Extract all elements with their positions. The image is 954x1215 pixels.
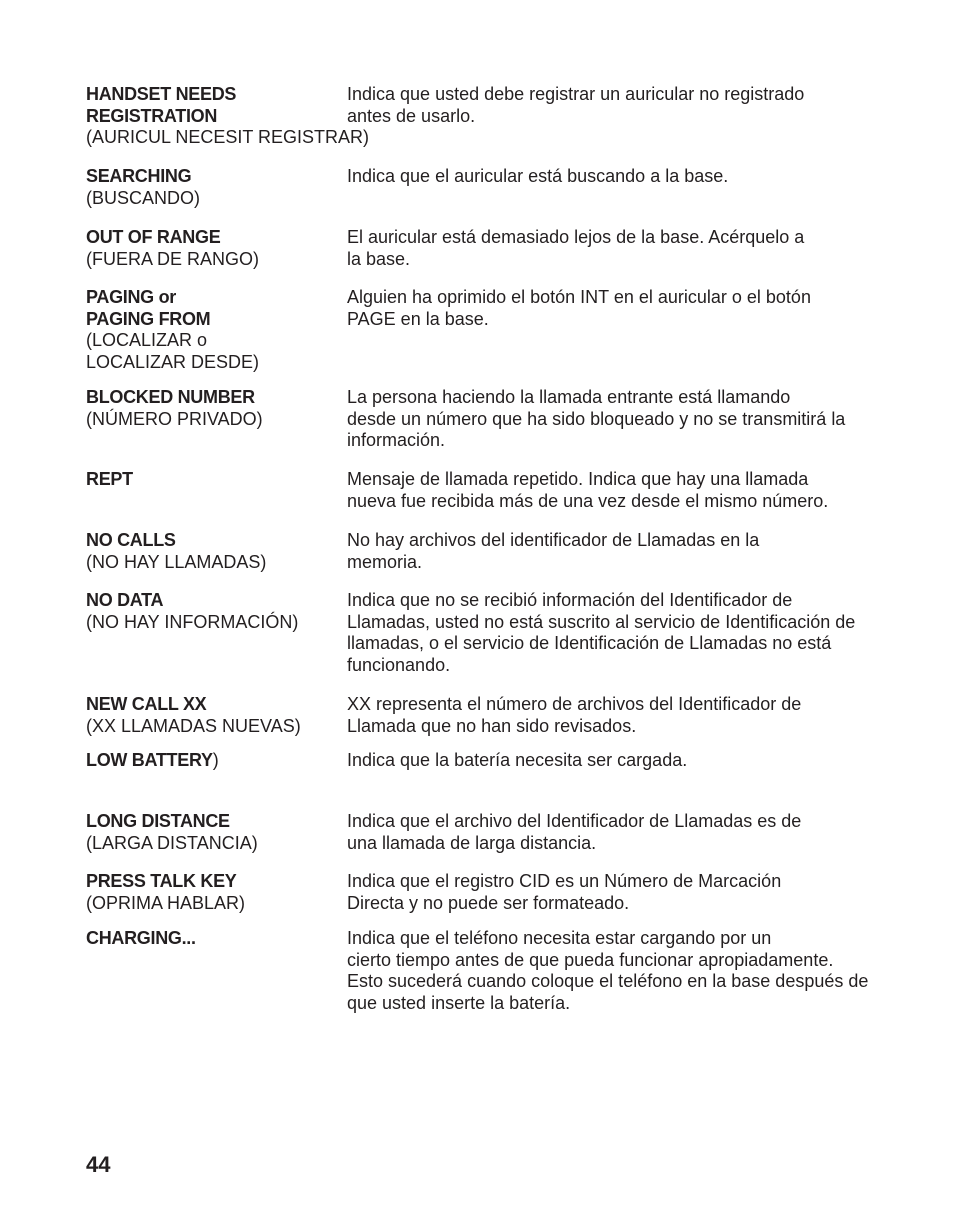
description-line: Llamadas, usted no está suscrito al servicio de Identificación de bbox=[347, 611, 856, 632]
description-line: Indica que el archivo del Identificador de Llamadas es de bbox=[347, 811, 802, 831]
entry-description bbox=[347, 287, 887, 330]
entry-description bbox=[347, 928, 887, 1014]
entry-description bbox=[347, 871, 887, 914]
entry-term bbox=[86, 811, 386, 854]
term-translation: (NO HAY LLAMADAS) bbox=[86, 551, 267, 572]
term-label: REGISTRATION bbox=[86, 105, 218, 126]
term-label: HANDSET NEEDS bbox=[86, 84, 237, 104]
description-line: nueva fue recibida más de una vez desde el mismo número. bbox=[347, 490, 829, 511]
description-line: Indica que el registro CID es un Número de Marcación bbox=[347, 871, 782, 891]
entry-description bbox=[347, 530, 887, 573]
term-label: BLOCKED NUMBER bbox=[86, 387, 255, 407]
entry-description bbox=[347, 694, 887, 737]
term-label: NO CALLS bbox=[86, 530, 176, 550]
entry-term bbox=[86, 871, 386, 914]
description-line: memoria. bbox=[347, 551, 423, 572]
description-line: El auricular está demasiado lejos de la base. Acérquelo a bbox=[347, 227, 805, 247]
entry-description bbox=[347, 811, 887, 854]
description-line: desde un número que ha sido bloqueado y no se transmitirá la bbox=[347, 408, 846, 429]
page-number: 44 bbox=[86, 1152, 111, 1177]
entry-term bbox=[86, 469, 386, 491]
term-translation: LOCALIZAR DESDE) bbox=[86, 351, 260, 372]
entry-term bbox=[86, 227, 386, 270]
description-line: No hay archivos del identificador de Llamadas en la bbox=[347, 530, 760, 550]
entry-description bbox=[347, 469, 887, 512]
entry-term bbox=[86, 287, 386, 373]
term-label: LOW BATTERY bbox=[86, 750, 213, 770]
entry-description bbox=[347, 166, 887, 188]
entry-term bbox=[86, 590, 386, 633]
description-line: PAGE en la base. bbox=[347, 308, 489, 329]
term-label: LONG DISTANCE bbox=[86, 811, 230, 831]
entry-term bbox=[86, 750, 386, 772]
description-line: Mensaje de llamada repetido. Indica que hay una llamada bbox=[347, 469, 809, 489]
term-label: OUT OF RANGE bbox=[86, 227, 221, 247]
term-suffix: ) bbox=[212, 750, 219, 770]
entry-term bbox=[86, 928, 386, 950]
description-line: Indica que el teléfono necesita estar cargando por un bbox=[347, 928, 772, 948]
description-line: Directa y no puede ser formateado. bbox=[347, 892, 630, 913]
term-label: REPT bbox=[86, 469, 133, 489]
term-translation: (LOCALIZAR o bbox=[86, 330, 208, 350]
term-translation: (OPRIMA HABLAR) bbox=[86, 892, 246, 913]
term-translation: (NO HAY INFORMACIÓN) bbox=[86, 611, 299, 632]
term-translation: (NÚMERO PRIVADO) bbox=[86, 408, 263, 429]
term-translation: (LARGA DISTANCIA) bbox=[86, 832, 258, 853]
term-label: SEARCHING bbox=[86, 166, 192, 186]
entry-term bbox=[86, 387, 386, 430]
entry-description bbox=[347, 227, 887, 270]
term-label: PAGING or bbox=[86, 287, 176, 307]
term-label: PAGING FROM bbox=[86, 308, 211, 329]
description-line: información. bbox=[347, 430, 446, 450]
description-line: Llamada que no han sido revisados. bbox=[347, 715, 637, 736]
description-line: llamadas, o el servicio de Identificación de Llamadas no está bbox=[347, 633, 832, 653]
term-label: CHARGING... bbox=[86, 928, 196, 948]
description-line: Alguien ha oprimido el botón INT en el auricular o el botón bbox=[347, 287, 811, 307]
entry-description bbox=[347, 750, 887, 772]
entry-term bbox=[86, 694, 386, 737]
description-line: Esto sucederá cuando coloque el teléfono en la base después de bbox=[347, 971, 869, 991]
description-line: Indica que el auricular está buscando a la base. bbox=[347, 166, 729, 186]
description-line: Indica que la batería necesita ser cargada. bbox=[347, 750, 688, 770]
entry-term bbox=[86, 84, 386, 149]
entry-description bbox=[347, 590, 887, 676]
term-label: NEW CALL XX bbox=[86, 694, 207, 714]
entry-description bbox=[347, 84, 887, 127]
term-translation: (XX LLAMADAS NUEVAS) bbox=[86, 715, 301, 736]
entry-term bbox=[86, 530, 386, 573]
term-translation: (FUERA DE RANGO) bbox=[86, 248, 260, 269]
entry-term bbox=[86, 166, 386, 209]
description-line: la base. bbox=[347, 248, 411, 269]
entry-description bbox=[347, 387, 887, 452]
description-line: que usted inserte la batería. bbox=[347, 992, 571, 1013]
description-line: cierto tiempo antes de que pueda funcionar apropiadamente. bbox=[347, 949, 834, 970]
description-line: una llamada de larga distancia. bbox=[347, 832, 597, 853]
description-line: Indica que no se recibió información del Identificador de bbox=[347, 590, 793, 610]
term-label: PRESS TALK KEY bbox=[86, 871, 237, 891]
description-line: La persona haciendo la llamada entrante está llamando bbox=[347, 387, 791, 407]
description-line: funcionando. bbox=[347, 654, 451, 675]
term-label: NO DATA bbox=[86, 590, 164, 610]
description-line: antes de usarlo. bbox=[347, 105, 476, 126]
term-translation: (AURICUL NECESIT REGISTRAR) bbox=[86, 127, 370, 147]
description-line: Indica que usted debe registrar un auricular no registrado bbox=[347, 84, 805, 104]
description-line: XX representa el número de archivos del Identificador de bbox=[347, 694, 802, 714]
term-translation: (BUSCANDO) bbox=[86, 187, 201, 208]
